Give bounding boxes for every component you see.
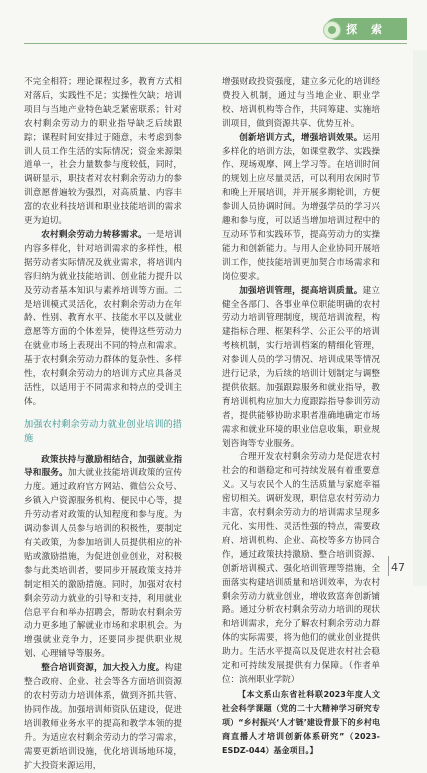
left-column (24, 76, 182, 773)
paragraph: 政策扶持与激励相结合，加强就业指导和服务。加大就业技能培训政策的宣传力度。通过政府官方网站、微信公众号、乡镇入户资源服务机构、便民中心等，提升劳动者对政策的认知程度和参与度。为调动参训人员参与培训的积极性，要制定有关政策，为参加培训人员提供相应的补贴或激励措施，为促进创业创业，对积极参与此类培训者，要同步开展政策支持并制定相关的激励措施。同时，加强对农村剩余劳动力就业的引导和支持，利用就业信息平台和举办招聘会，帮助农村剩余劳动力更多地了解就业市场和求职机会。为增强就业竞争力，还要同步提供职业规划、心理辅导等服务。 (24, 454, 182, 660)
paragraph: 加强培训管理，提高培训质量。建立健全各部门、各事业单位职能明确的农村劳动力培训管理制度，规范培训流程，构建指标合理、框架科学、公正公平的培训考核机制，实行培训档案的精细化管理，对参训人员的学习情况、培训成果等情况进行记录，为后续的培训计划制定与调整提供依据。加强跟踪服务和就业指导，教育培训机构应加大力度跟踪指导参训劳动者，提供能够协助求职者准确地确定市场需求和就业环境的职业信息收集，职业规划咨询等专业服务。 (222, 285, 380, 449)
paragraph: 创新培训方式，增强培训效果。运用多样化的培训方法，如课堂教学、实践操作、现场观摩、网上学习等。在培训时间的规划上应尽量灵活，可以利用农闲时节和晚上开展培训，并开展多期轮训，方便参训人员协调时间。为增强学员的学习兴趣和参与度，可以适当增加培训过程中的互动环节和实践环节，提高劳动力的实操能力和创新能力。与用人企业协同开展培训工作，使技能培训更加契合市场需求和岗位要求。 (222, 132, 380, 282)
paragraph: 农村剩余劳动力转移需求。一是培训内容多样化，针对培训需求的多样性，根据劳动者实际情况及就业需求，将培训内容归纳为就业技能培训、创业能力提升以及劳动者基本知识与素养培训等方面。二是培训模式灵活化，农村剩余劳动力在年龄、性别、教育水平、技能水平以及就业意愿等方面的个体差异，使得这些劳动力在就业市场上表现出不同的特点和需求。基于农村剩余劳动力群体的复杂性、多样性，农村剩余劳动力的培训方式应具备灵活性，以适用于不同需求和特点的受训主体。 (24, 229, 182, 407)
paragraph: 合理开发农村剩余劳动力是促进农村社会的和谐稳定和可持续发展有着重要意义。又与农民个人的生活质量与家庭幸福密切相关。调研发现，职信息农村劳动力丰富，农村剩余劳动力的培训需求呈现多元化、实用性、灵活性强的特点，需要政府、培训机构、企业、高校等多方协同合作，通过政策扶持激励、整合培训资源、创新培训模式、强化培训管理等措施，全面落实构建培训质量和培训效率，为农村剩余劳动力就业创业，增收致富奔创新铺路。通过分析农村剩余劳动力培训的现状和培训需求，充分了解农村剩余劳动力群体的实际需要，将为他们的就业创业提供助力。生活水平提高以及促进农村社会稳定和可持续发展提供有力保障。（作者单位：滨州职业学院） (222, 452, 380, 685)
section-label: 探 索 (346, 23, 387, 36)
fund-note: 【本文系山东省社科联2023年度人文社会科学课题（党的二十大精神学习研究专项）“乡村振兴‘人才链’建设背景下的乡村电商直播人才培训创新体系研究”（2023-ESDZ-044）基金项目。】 (222, 689, 380, 755)
page-number-divider (388, 556, 389, 576)
paragraph: 增强财政投资强度，建立多元化的培训经费投入机制，通过与当地企业、职业学校、培训机构等合作，共同筹建、实施培训项目，做到资源共享、优势互补。 (222, 77, 380, 129)
page-number: 47 (391, 561, 405, 574)
paragraph-lead: 整合培训资源，加大投入力度。 (41, 663, 165, 674)
section-circle-icon (323, 21, 341, 39)
header-rule (24, 43, 407, 44)
paragraph: 整合培训资源，加大投入力度。构建整合政府、企业、社会等各方面培训资源的农村劳动力培训体系，做到齐抓共管、协同作战。加强培训师资队伍建设，促进培训教师业务水平的提高和教学本领的提升。为适应农村剩余劳动力的学习需求，需要更新培训设施，优化培训场地环境，扩大投资来源运用， (24, 663, 182, 771)
paragraph-lead: 创新培训方式，增强培训效果。 (239, 132, 363, 143)
paragraph-lead: 加强培训管理，提高培训质量。 (239, 285, 363, 296)
right-column (222, 76, 380, 757)
paragraph-lead: 农村剩余劳动力转移需求。 (41, 229, 147, 240)
page-header (0, 0, 427, 50)
section-heading: 加强农村剩余劳动力就业创业培训的措施 (24, 418, 182, 444)
side-margin-strip (413, 50, 427, 586)
paragraph: 不完全相符；理论课程过多，教育方式相对落后，实践性不足；实操性欠缺；培训项目与当地产业特色缺乏紧密联系；针对农村剩余劳动力的职业指导缺乏后续跟踪；课程时间安排过于随意，未考虑到参训人员工作生活的实际情况；资金来源渠道单一，社会力量数参与度较低，同时，调研显示，职技者对农村剩余劳动力的参训意愿普遍较为强烈，对高质量、内容丰富的农业科技培训和职业技能培训的需求更为迫切。 (24, 77, 182, 227)
paragraph-lead: 政策扶持与激励相结合，加强就业指导和服务。 (24, 454, 182, 479)
